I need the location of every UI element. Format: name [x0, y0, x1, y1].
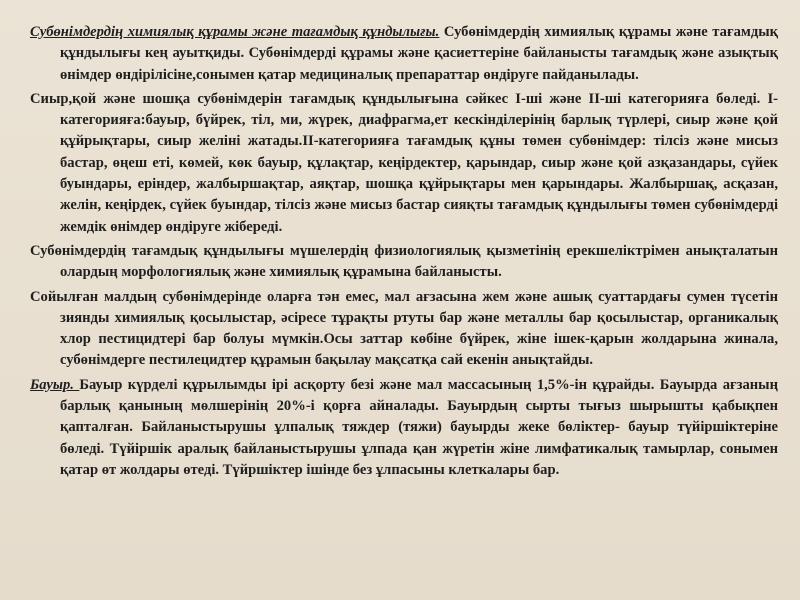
paragraph-harmful-compounds [30, 287, 778, 372]
paragraph-heading: Субөнімдердің химиялық құрамы және тағамдық құндылығы. [30, 24, 440, 40]
paragraph-text: Субөнімдердің тағамдық құндылығы мүшелердің физиологиялық қызметінің ерекшеліктрімен анықталатын олардың морфологиялық және химиялық құрамына байланысты. [30, 242, 778, 281]
paragraph-text: Бауыр күрделі құрылымды ірі асқорту безі және мал массасының 1,5%-ін құрайды. Бауырда ағзаның барлық қанының мөлшерінің 20%-і қорға айналады. Бауырдың сырты тығыз шырышты қабықпен қапталған. Байланыстырушы ұлпалық тяждер (тяжи) бауырды жеке бөліктер- бауыр түйіршіктеріне бөледі. Түйіршік аралық байланыстырушы ұлпада қан жүретін жіне лимфатикалық тамырлар, сонымен қатар өт жолдары өтеді. Түйршіктер ішінде без ұлпасыны клеткалары бар. [60, 376, 778, 478]
paragraph-liver [30, 375, 778, 481]
paragraph-nutritional-value [30, 241, 778, 284]
paragraph-categories [30, 89, 778, 238]
paragraph-heading: Бауыр. [30, 376, 80, 393]
paragraph-text: Сиыр,қой және шошқа субөнімдерін тағамдық құндылығына сәйкес I-ші және II-ші категорияға бөледі. I- категорияға:бауыр, бүйрек, тіл, ми, жүрек, диафрагма,ет кескінділерінің барлық түрлері, сиыр және қой құйрықтары, сиыр желіні жатады.II-категорияға тағамдық құны төмен субөнімдер: тілсіз және мисыз бастар, өңеш еті, көмей, көк бауыр, құлақтар, кеңірдектер, қарындар, сиыр және қой азқазандары, сүйек буындары, еріндер, жалбыршақтар, аяқтар, шошқа құйрықтары мен қарындары. Жалбыршақ, асқазан, желін, кеңірдек, сүйек буындар, тілсіз және мисыз бастар сияқты тағамдық құндылығы төмен субөнімдерді жемдік өнімдер өндіруге жібереді. [30, 90, 778, 235]
paragraph-text: Субөнімдердің химиялық құрамы және тағамдық құндылығы кең ауытқиды. Субөнімдерді құрамы және қасиеттеріне байланысты тағамдық және азықтық өнімдер өндірілісіне,сонымен қатар медициналық препараттар өндіруге пайданылады. [60, 24, 779, 83]
paragraph-chemical-composition [30, 22, 778, 86]
paragraph-text: Сойылған малдың субөнімдерінде оларға тән емес, мал ағзасына жем және ашық суаттардағы сумен түсетін зиянды химиялық қосылыстар, әсіресе тұрақты ртуты бар және металлы бар қосылыстар, органикалық хлор пестицидтері бар болуы мүмкін.Осы заттар көбіне бүйрек, жіне ішек-қарын жолдарына жинала, субөнімдерге пестилецидтер құрамын бақылау мақсатқа сай екенін анықтайды. [30, 288, 778, 369]
